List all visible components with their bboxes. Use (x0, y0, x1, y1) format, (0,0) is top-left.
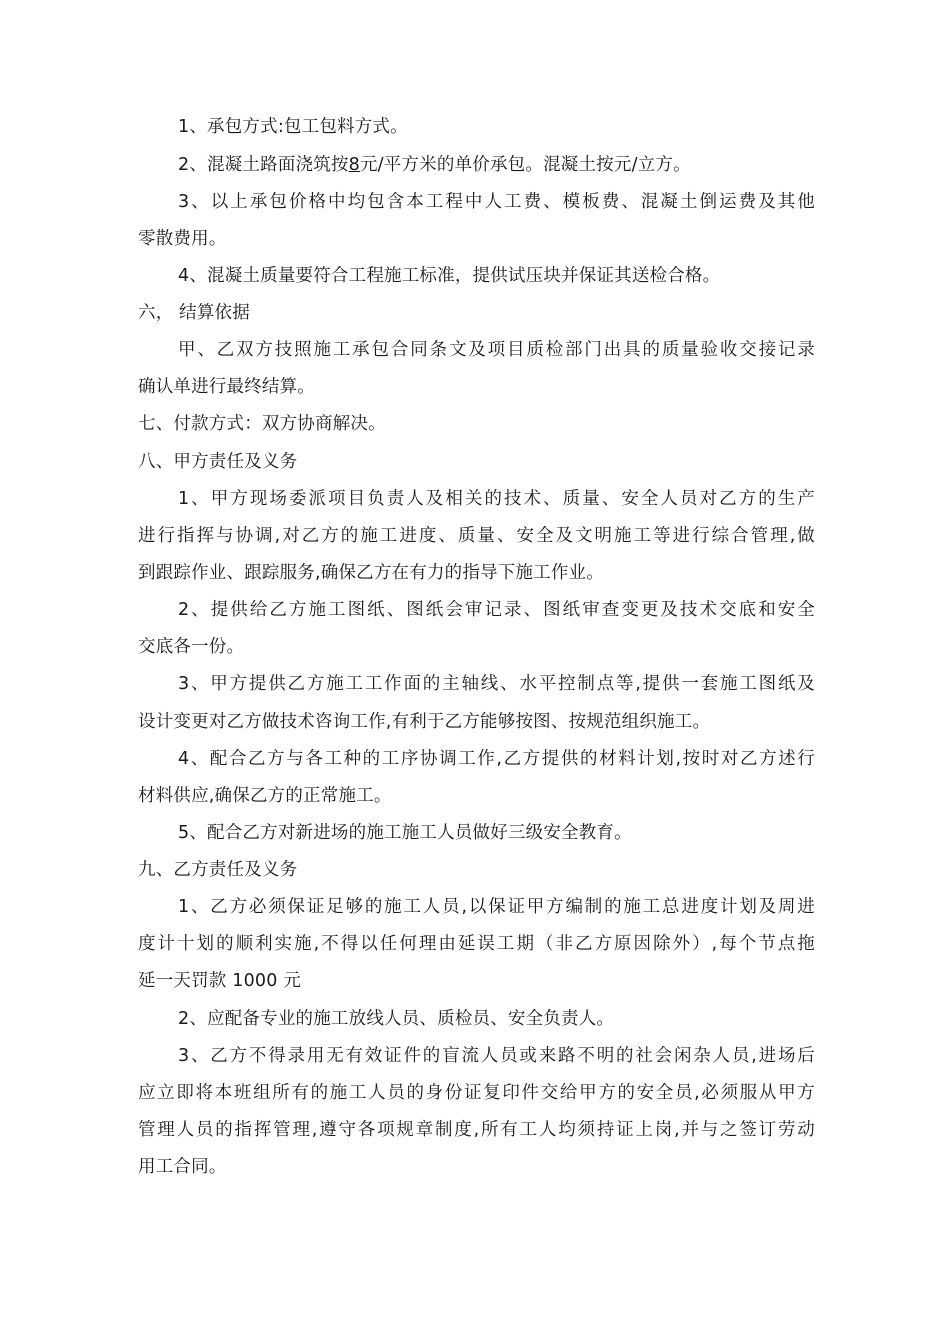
clause-5-item-2-prefix: 2、混凝土路面浇筑按 (178, 155, 349, 175)
clause-5-item-3-line-2: 零散费用。 (138, 229, 227, 249)
section-8-heading: 八、甲方责任及义务 (138, 452, 298, 472)
section-8-item-2-line-2: 交底各一份。 (138, 637, 245, 657)
section-6-body-line-2: 确认单进行最终结算。 (138, 377, 315, 397)
clause-5-item-4: 4、混凝土质量要符合工程施工标准，提供试压块并保证其送检合格。 (178, 266, 721, 286)
clause-5-item-3-line-1: 3、以上承包价格中均包含本工程中人工费、模板费、混凝土倒运费及其他 (178, 192, 815, 212)
section-9-item-3-line-2: 应立即将本班组所有的施工人员的身份证复印件交给甲方的安全员,必须服从甲方 (138, 1083, 815, 1103)
unit-price-value: 8 (348, 155, 360, 175)
clause-5-item-2-suffix: 元/平方米的单价承包。混凝土按元/立方。 (359, 155, 691, 175)
section-8-item-5: 5、配合乙方对新进场的施工施工人员做好三级安全教育。 (178, 823, 632, 843)
section-7-heading: 七、付款方式：双方协商解决。 (138, 414, 386, 434)
section-8-item-4-line-1: 4、配合乙方与各工种的工序协调工作,乙方提供的材料计划,按时对乙方述行 (178, 749, 815, 769)
section-8-item-2-line-1: 2、提供给乙方施工图纸、图纸会审记录、图纸审查变更及技术交底和安全 (178, 600, 815, 620)
section-9-item-3-line-4: 用工合同。 (138, 1157, 227, 1177)
section-6-body-line-1: 甲、乙双方技照施工承包合同条文及项目质检部门出具的质量验收交接记录 (178, 340, 815, 360)
section-8-item-1-line-3: 到跟踪作业、跟踪服务,确保乙方在有力的指导下施工作业。 (138, 563, 604, 583)
section-9-item-3-line-1: 3、乙方不得录用无有效证件的盲流人员或来路不明的社会闲杂人员,进场后 (178, 1046, 815, 1066)
section-8-item-1-line-1: 1、甲方现场委派项目负责人及相关的技术、质量、安全人员对乙方的生产 (178, 489, 815, 509)
section-9-item-1-line-3: 延一天罚款 1000 元 (138, 971, 302, 991)
section-8-item-3-line-2: 设计变更对乙方做技术咨询工作,有利于乙方能够按图、按规范组织施工。 (138, 712, 711, 732)
section-9-item-2: 2、应配备专业的施工放线人员、质检员、安全负责人。 (178, 1009, 615, 1029)
section-8-item-3-line-1: 3、甲方提供乙方施工工作面的主轴线、水平控制点等,提供一套施工图纸及 (178, 674, 815, 694)
section-9-item-1-line-1: 1、乙方必须保证足够的施工人员,以保证甲方编制的施工总进度计划及周进 (178, 897, 815, 917)
section-9-item-3-line-3: 管理人员的指挥管理,遵守各项规章制度,所有工人均须持证上岗,并与之签订劳动 (138, 1120, 815, 1140)
section-6-heading: 六， 结算依据 (138, 303, 250, 323)
clause-5-item-1: 1、承包方式:包工包料方式。 (178, 117, 408, 137)
section-9-heading: 九、乙方责任及义务 (138, 860, 298, 880)
clause-5-item-2 (178, 154, 691, 176)
section-9-item-1-line-2: 度计十划的顺利实施,不得以任何理由延误工期（非乙方原因除外）,每个节点拖 (138, 934, 815, 954)
section-8-item-4-line-2: 材料供应,确保乙方的正常施工。 (138, 786, 392, 806)
section-8-item-1-line-2: 进行指挥与协调,对乙方的施工进度、质量、安全及文明施工等进行综合管理,做 (138, 526, 815, 546)
